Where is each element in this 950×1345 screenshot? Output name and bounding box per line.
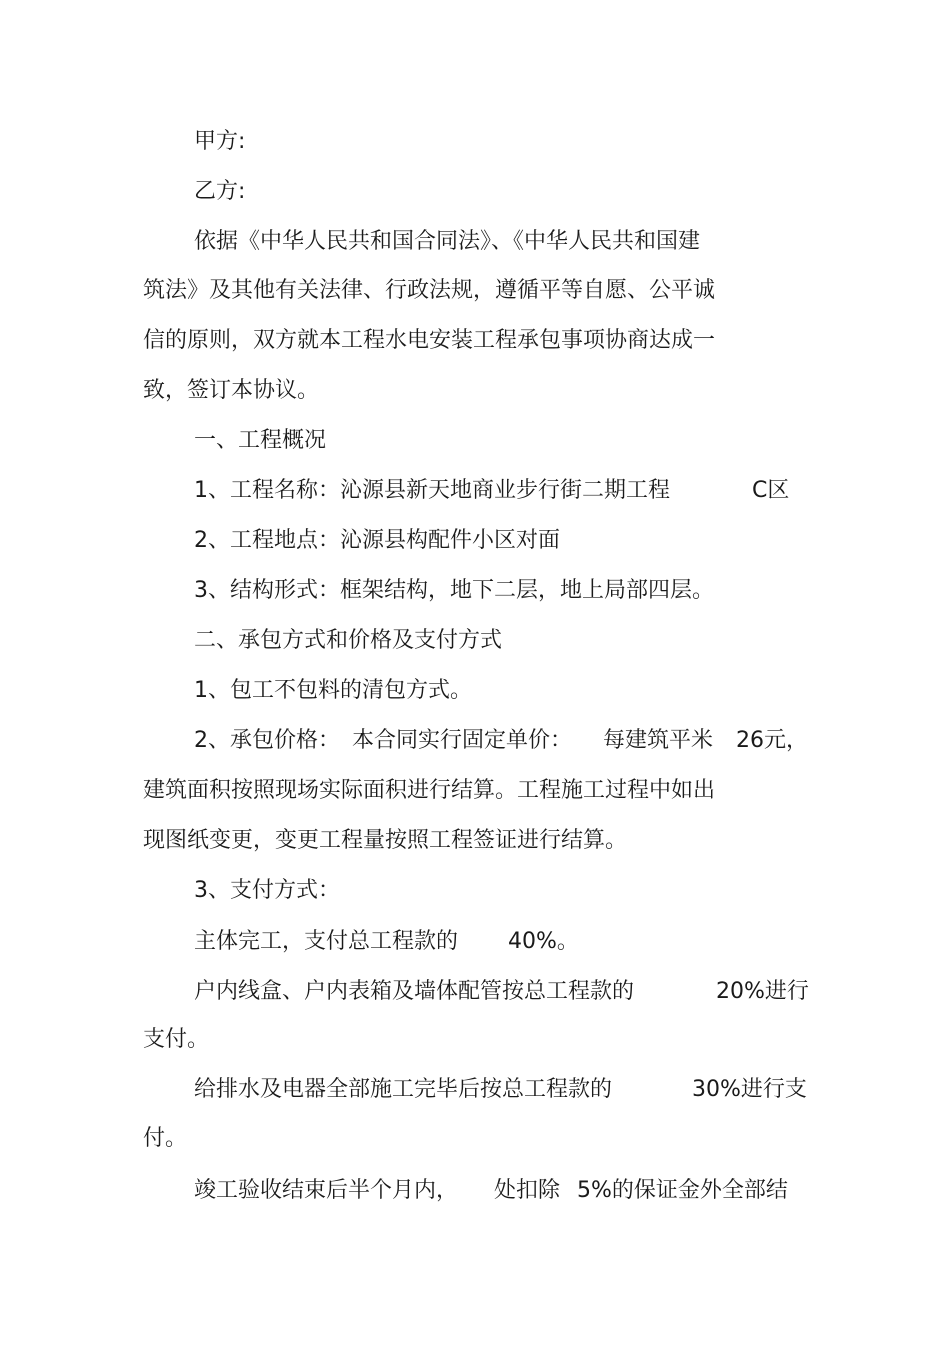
- contract-mode-item: 1、包工不包料的清包方式。: [194, 678, 472, 703]
- project-zone: C区: [752, 478, 790, 503]
- payment-1-text: 主体完工，支付总工程款的: [194, 929, 459, 954]
- payment-3-text: 给排水及电器全部施工完毕后按总工程款的: [194, 1077, 613, 1102]
- payment-1-percent: 40%。: [508, 929, 579, 954]
- payment-4-deduct: 处扣除: [494, 1178, 561, 1203]
- contract-price-label: 2、承包价格：: [194, 728, 340, 753]
- project-name-item: 1、工程名称：沁源县新天地商业步行街二期工程: [194, 478, 670, 503]
- payment-2-line-2: 支付。: [143, 1027, 210, 1052]
- payment-3-line-2: 付。: [143, 1126, 188, 1151]
- payment-4-retention: 5%的保证金外全部结: [577, 1178, 788, 1203]
- preamble-line-4: 致，签订本协议。: [143, 378, 320, 403]
- payment-4-text: 竣工验收结束后半个月内，: [194, 1178, 459, 1203]
- fixed-unit-price-text: 本合同实行固定单价：: [352, 728, 573, 753]
- preamble-line-3: 信的原则，双方就本工程水电安装工程承包事项协商达成一: [143, 328, 716, 353]
- structure-type-item: 3、结构形式：框架结构，地下二层，地上局部四层。: [194, 578, 714, 603]
- payment-method-heading: 3、支付方式：: [194, 878, 340, 903]
- per-sqm-text: 每建筑平米: [603, 728, 714, 753]
- contract-price-line-3: 现图纸变更，变更工程量按照工程签证进行结算。: [143, 828, 628, 853]
- payment-3-percent: 30%进行支: [692, 1077, 807, 1102]
- preamble-line-1: 依据《中华人民共和国合同法》、《中华人民共和国建: [194, 229, 701, 254]
- unit-price-value: 26元，: [736, 728, 808, 753]
- preamble-line-2: 筑法》及其他有关法律、行政法规，遵循平等自愿、公平诚: [143, 278, 716, 303]
- section-2-heading: 二、承包方式和价格及支付方式: [194, 628, 503, 653]
- project-location-item: 2、工程地点：沁源县构配件小区对面: [194, 528, 560, 553]
- party-b-label: 乙方:: [194, 179, 246, 204]
- contract-price-line-2: 建筑面积按照现场实际面积进行结算。工程施工过程中如出: [143, 778, 716, 803]
- payment-2-percent: 20%进行: [716, 979, 809, 1004]
- section-1-heading: 一、工程概况: [194, 428, 327, 453]
- party-a-label: 甲方:: [194, 129, 246, 154]
- payment-2-text: 户内线盒、户内表箱及墙体配管按总工程款的: [194, 979, 635, 1004]
